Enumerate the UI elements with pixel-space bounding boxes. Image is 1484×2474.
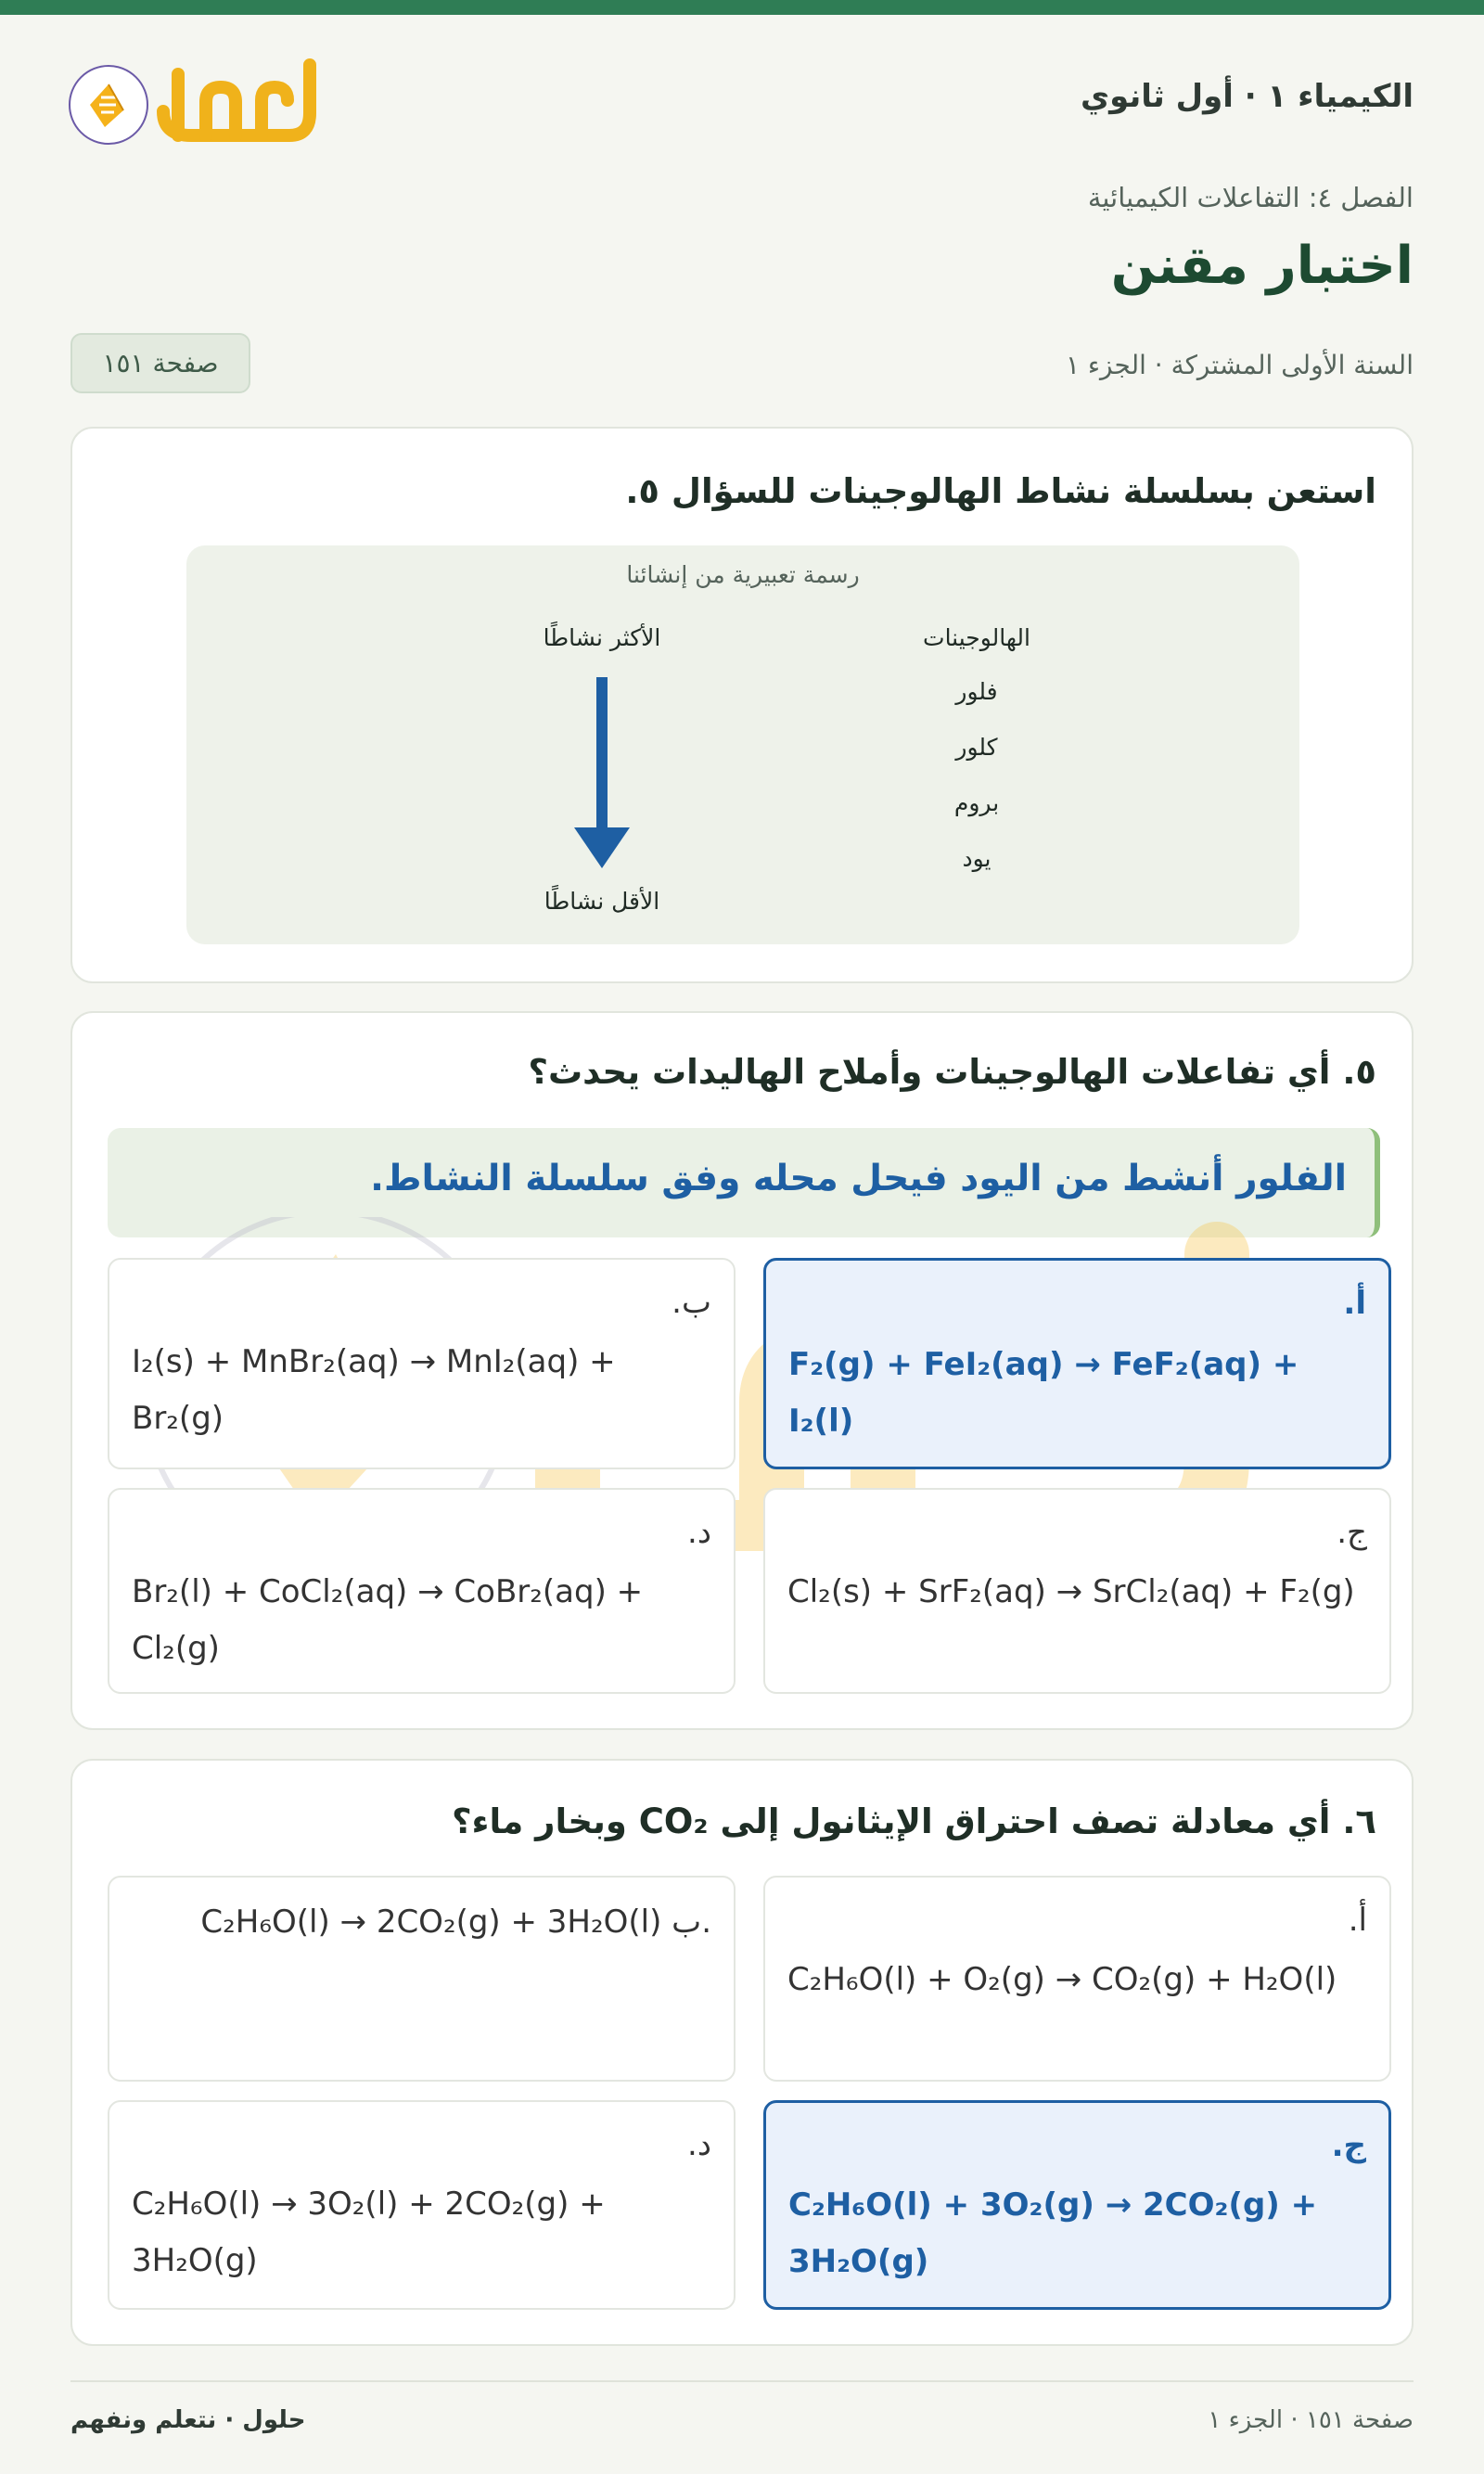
q6-option-b[interactable] bbox=[108, 1876, 736, 2082]
q6-option-b-content bbox=[200, 1904, 711, 1941]
top-accent-bar bbox=[0, 0, 1484, 15]
q6-option-b-equation: C₂H₆O(l) → 2CO₂(g) + 3H₂O(l) bbox=[200, 1904, 662, 1941]
question-5-title: ٥. أي تفاعلات الهالوجينات وأملاح الهاليدات يحدث؟ bbox=[528, 1052, 1376, 1092]
q6-option-c-equation: C₂H₆O(l) + 3O₂(g) → 2CO₂(g) + 3H₂O(g) bbox=[788, 2186, 1318, 2280]
diagram-caption: رسمة تعبيرية من إنشائنا bbox=[626, 561, 860, 588]
q5-option-a-equation: F₂(g) + FeI₂(aq) → FeF₂(aq) + I₂(l) bbox=[788, 1346, 1299, 1440]
q6-option-b-letter: ب. bbox=[672, 1904, 711, 1941]
q5-option-b-equation: I₂(s) + MnBr₂(aq) → MnI₂(aq) + Br₂(g) bbox=[132, 1343, 616, 1437]
footer-divider bbox=[70, 2380, 1414, 2382]
page-badge: صفحة ١٥١ bbox=[70, 333, 250, 393]
footer-brand: حلول · نتعلم ونفهم bbox=[70, 2406, 306, 2434]
halogen-item-1: فلور bbox=[955, 678, 998, 705]
q6-option-c-letter: ج. bbox=[1331, 2127, 1366, 2164]
q6-option-d[interactable] bbox=[108, 2100, 736, 2310]
q5-option-b-letter: ب. bbox=[672, 1284, 711, 1321]
least-active-label: الأقل نشاطًا bbox=[544, 888, 660, 915]
question-6-title: ٦. أي معادلة تصف احتراق الإيثانول إلى CO₂ وبخار ماء؟ bbox=[452, 1801, 1376, 1841]
hint-text: الفلور أنشط من اليود فيحل محله وفق سلسلة النشاط. bbox=[370, 1158, 1347, 1199]
meta-line: السنة الأولى المشتركة · الجزء ١ bbox=[1065, 350, 1414, 380]
q5-option-a[interactable] bbox=[763, 1258, 1391, 1469]
q6-option-a-equation: C₂H₆O(l) + O₂(g) → CO₂(g) + H₂O(l) bbox=[787, 1961, 1337, 1998]
q6-option-d-letter: د. bbox=[687, 2126, 711, 2163]
halogen-item-4: يود bbox=[962, 845, 991, 872]
q5-option-a-letter: أ. bbox=[1343, 1285, 1366, 1322]
halogen-activity-diagram bbox=[186, 545, 1299, 944]
q6-option-a-letter: أ. bbox=[1348, 1902, 1367, 1939]
activity-arrow-head bbox=[574, 827, 630, 868]
activity-arrow-shaft bbox=[596, 677, 608, 835]
most-active-label: الأكثر نشاطًا bbox=[543, 624, 661, 651]
q6-option-c[interactable] bbox=[763, 2100, 1391, 2310]
q5-option-d[interactable] bbox=[108, 1488, 736, 1694]
q5-option-c-equation: Cl₂(s) + SrF₂(aq) → SrCl₂(aq) + F₂(g) bbox=[787, 1573, 1355, 1610]
hulul-logo[interactable] bbox=[69, 46, 319, 150]
book-icon bbox=[69, 65, 148, 145]
q6-option-a[interactable] bbox=[763, 1876, 1391, 2082]
q5-option-b[interactable] bbox=[108, 1258, 736, 1469]
q6-option-d-equation: C₂H₆O(l) → 3O₂(l) + 2CO₂(g) + 3H₂O(g) bbox=[132, 2186, 606, 2279]
diagram-list-header: الهالوجينات bbox=[923, 624, 1030, 651]
logo-wordmark bbox=[150, 46, 317, 150]
page-title: اختبار مقنن bbox=[1110, 236, 1414, 296]
intro-title: استعن بسلسلة نشاط الهالوجينات للسؤال ٥. bbox=[625, 471, 1376, 511]
question-6-card bbox=[70, 1759, 1414, 2346]
q5-option-c[interactable] bbox=[763, 1488, 1391, 1694]
halogen-item-2: كلور bbox=[955, 734, 998, 761]
q5-option-d-letter: د. bbox=[687, 1514, 711, 1551]
intro-card bbox=[70, 427, 1414, 983]
footer-page-info: صفحة ١٥١ · الجزء ١ bbox=[1208, 2406, 1414, 2434]
question-5-card bbox=[70, 1011, 1414, 1730]
hint-box bbox=[108, 1128, 1380, 1237]
q5-option-d-equation: Br₂(l) + CoCl₂(aq) → CoBr₂(aq) + Cl₂(g) bbox=[132, 1573, 644, 1667]
q5-option-c-letter: ج. bbox=[1337, 1514, 1367, 1551]
halogen-item-3: بروم bbox=[953, 789, 1000, 816]
chapter-label: الفصل ٤: التفاعلات الكيميائية bbox=[1087, 182, 1414, 213]
app-title: الكيمياء ١ · أول ثانوي bbox=[1081, 78, 1414, 115]
